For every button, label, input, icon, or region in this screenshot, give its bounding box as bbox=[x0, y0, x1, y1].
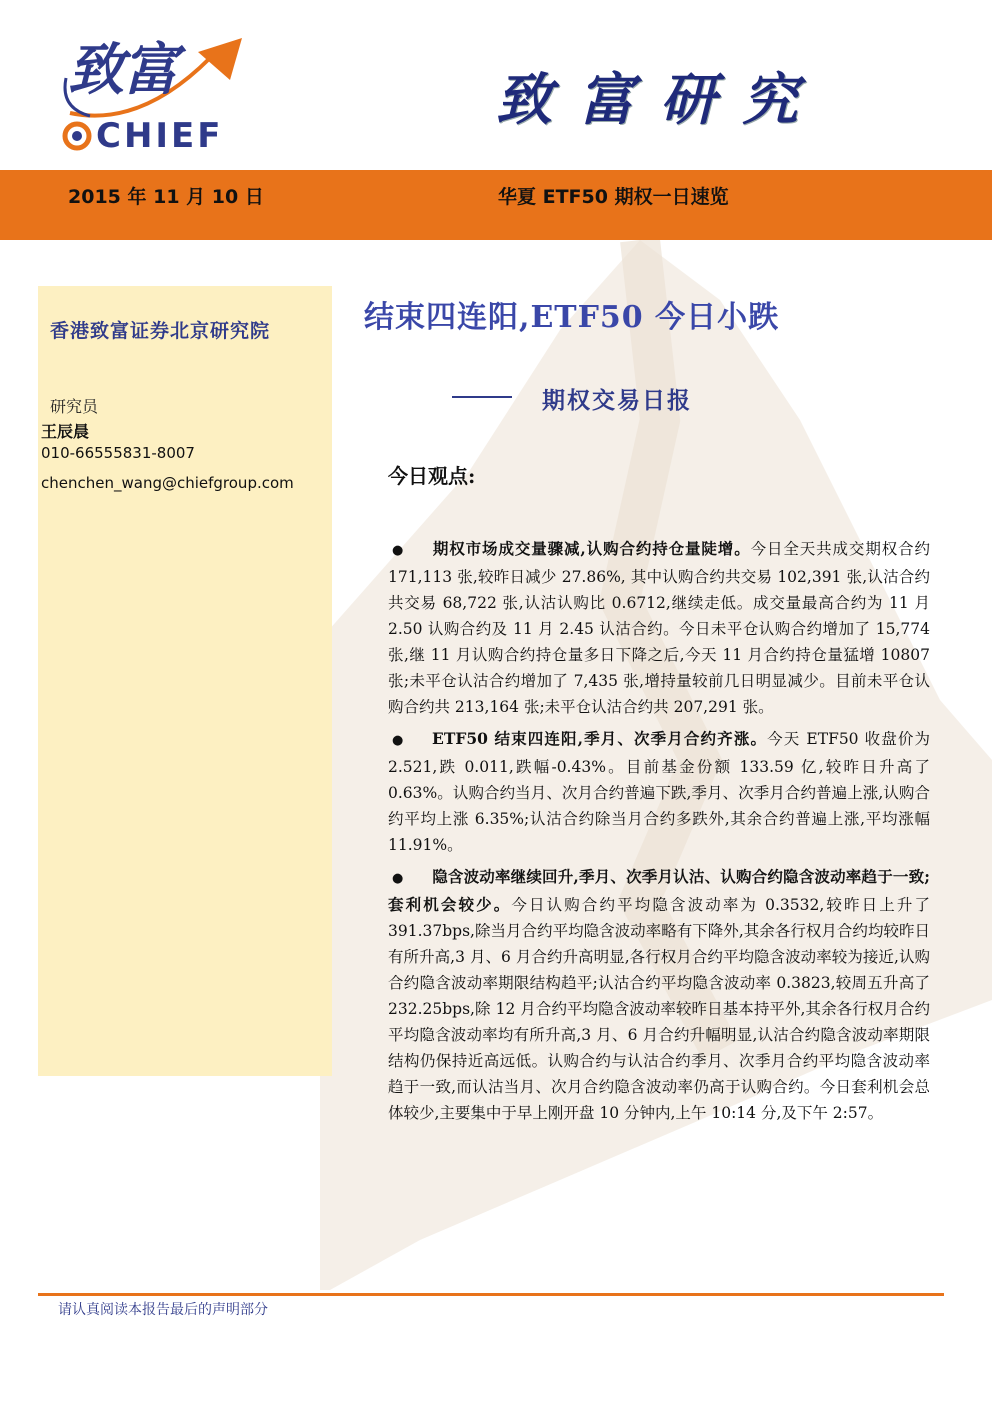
report-title: 结束四连阳,ETF50 今日小跌 bbox=[364, 300, 780, 335]
logo-english-text: CHIEF bbox=[96, 116, 224, 156]
sidebar-org: 香港致富证券北京研究院 bbox=[50, 320, 271, 342]
footer-divider bbox=[38, 1293, 944, 1296]
footer-disclaimer-note: 请认真阅读本报告最后的声明部分 bbox=[58, 1302, 268, 1318]
report-date: 2015 年 11 月 10 日 bbox=[68, 186, 264, 208]
paragraph bbox=[388, 864, 930, 1126]
ring-icon bbox=[62, 121, 92, 151]
paragraph bbox=[388, 726, 930, 858]
chief-logo bbox=[60, 18, 250, 158]
report-series-title: 华夏 ETF50 期权一日速览 bbox=[498, 186, 729, 208]
analyst-sidebar bbox=[38, 286, 332, 1076]
header-bar bbox=[0, 170, 992, 240]
analyst-name: 王辰晨 bbox=[41, 422, 90, 441]
paragraph-text: 今日认购合约平均隐含波动率为 0.3532,较昨日上升了 391.37bps,除当月合约平均隐含波动率略有下降外,其余各行权月合约均较昨日有所升高,3 月、6 月合约升高明显,各行权月合约平均隐含波动率较为接近,认购合约隐含波动率期限结构趋平;认沽合约平均隐含波动率 0.3823,较周五升高了 232.25bps,除 12 月合约平均隐含波动率较昨日基本持平外,其余各行权月合约平均隐含波动率均有所升高,3 月、6 月合约升幅明显,认沽合约隐含波动率期限结构仍保持近高远低。认购合约与认沽合约季月、次季月合约平均隐含波动率趋于一致,而认沽当月、次月合约隐含波动率仍高于认购合约。今日套利机会总体较少,主要集中于早上刚开盘 10 分钟内,上午 10:14 分,及下午 2:57。 bbox=[388, 896, 930, 1122]
logo-chinese: 致富 bbox=[68, 37, 176, 103]
view-heading: 今日观点: bbox=[388, 464, 476, 488]
bullet-icon bbox=[388, 726, 432, 754]
brand-title: 致富研究 bbox=[496, 67, 824, 133]
report-subtitle: 期权交易日报 bbox=[542, 387, 692, 414]
paragraph-text: 今日全天共成交期权合约 171,113 张,较昨日减少 27.86%, 其中认购合约共交易 102,391 张,认沽合约共交易 68,722 张,认沽认购比 0.6712,继续走低。成交量最高合约为 11 月 2.50 认购合约及 11 月 2.45 认沽合约。今日未平仓认购合约增加了 15,774 张,继 11 月认购合约持仓量多日下降之后,今天 11 月合约持仓量猛增 10807 张;未平仓认沽合约增加了 7,435 张,增持量较前几日明显减少。目前未平仓认购合约共 213,164 张;未平仓认沽合约共 207,291 张。 bbox=[388, 540, 930, 716]
paragraph-lead: ETF50 结束四连阳,季月、次季月合约齐涨。 bbox=[432, 729, 768, 748]
report-body bbox=[388, 536, 930, 1132]
analyst-phone: 010-66555831-8007 bbox=[41, 444, 195, 462]
logo-english bbox=[62, 116, 224, 156]
sidebar-role: 研究员 bbox=[50, 397, 99, 416]
paragraph bbox=[388, 536, 930, 720]
subtitle-dash bbox=[452, 396, 512, 398]
paragraph-text: 今天 ETF50 收盘价为 2.521,跌 0.011,跌幅-0.43%。目前基金份额 133.59 亿,较昨日升高了 0.63%。认购合约当月、次月合约普遍下跌,季月、次季月合约普遍上涨,认购合约平均上涨 6.35%;认沽合约除当月合约多跌外,其余合约普遍上涨,平均涨幅 11.91%。 bbox=[388, 730, 930, 854]
bullet-icon bbox=[388, 864, 432, 892]
paragraph-lead: 期权市场成交量骤减,认购合约持仓量陡增。 bbox=[432, 539, 751, 558]
bullet-icon bbox=[388, 536, 432, 564]
paragraph-lead: 隐含波动率继续回升,季月、次季月认沽、认购合约隐含波动率趋于一致;套利机会较少。 bbox=[388, 867, 930, 914]
analyst-email[interactable]: chenchen_wang@chiefgroup.com bbox=[41, 474, 294, 492]
